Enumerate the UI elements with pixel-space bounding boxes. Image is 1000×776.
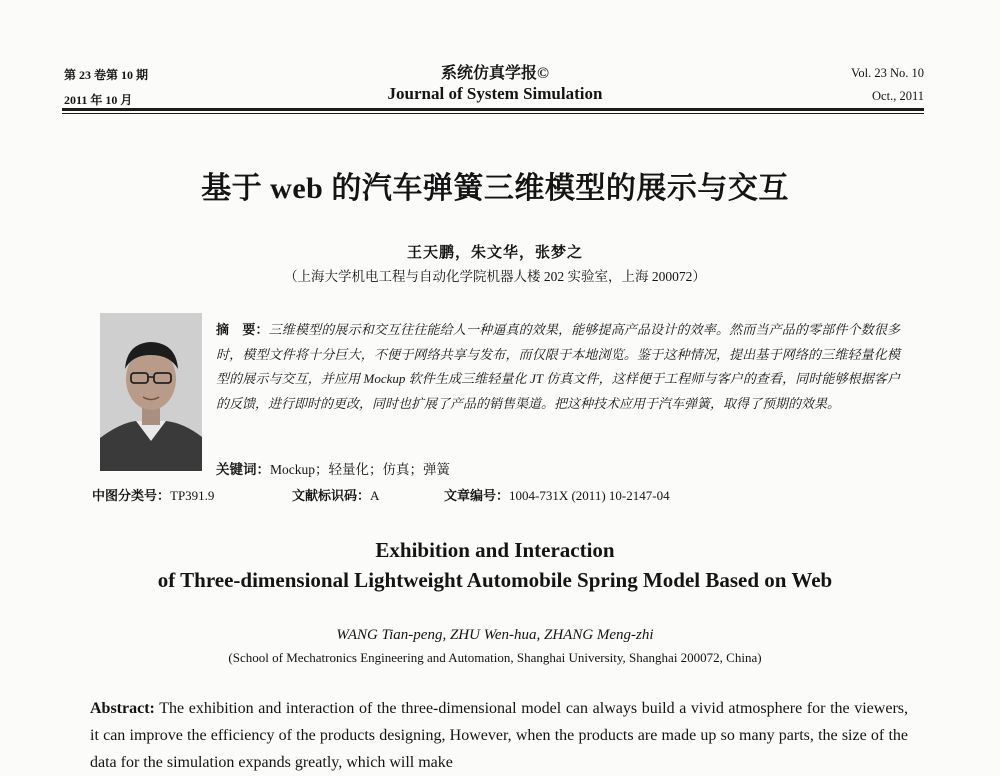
clc-label: 中图分类号：: [92, 488, 171, 503]
keywords-zh: [216, 458, 450, 478]
journal-name-en: Journal of System Simulation: [387, 84, 603, 103]
author-portrait-icon: [100, 313, 202, 471]
doc-label: 文献标识码：: [292, 488, 371, 503]
paper-title-en-line2: of Three-dimensional Lightweight Automobile Spring Model Based on Web: [157, 568, 833, 592]
abstract-en: [90, 695, 908, 776]
paper-title-zh: 基于 web 的汽车弹簧三维模型的展示与交互: [201, 172, 789, 205]
article-number: [444, 485, 670, 504]
author-photo: [100, 313, 202, 471]
abstract-zh-label: 摘 要：: [216, 322, 269, 337]
abstract-en-text: The exhibition and interaction of the three-dimensional model can always build a vivid atmosphere for the viewers, it can improve the efficiency of the products designing, However, when the products are made up so many parts, the size of the data for the simulation expands greatly, which will make: [90, 700, 908, 771]
clc-value: TP391.9: [170, 488, 215, 503]
affiliation-zh: （上海大学机电工程与自动化学院机器人楼 202 实验室，上海 200072）: [284, 269, 706, 284]
keywords-zh-label: 关键词：: [216, 462, 270, 477]
article-label: 文章编号：: [444, 488, 510, 503]
abstract-zh: [216, 318, 900, 416]
authors-en: WANG Tian-peng, ZHU Wen-hua, ZHANG Meng-zhi: [336, 627, 654, 643]
doc-value: A: [370, 488, 380, 503]
authors-zh: 王天鹏，朱文华，张梦之: [406, 245, 583, 261]
journal-name-zh: 系统仿真学报©: [441, 65, 549, 82]
header-rule-thick: [62, 108, 924, 111]
date-en: Oct., 2011: [872, 89, 924, 103]
volume-issue-en: Vol. 23 No. 10: [850, 66, 924, 80]
paper-title-en-line1: Exhibition and Interaction: [375, 538, 615, 562]
article-value: 1004-731X (2011) 10-2147-04: [509, 488, 670, 503]
affiliation-en: (School of Mechatronics Engineering and Automation, Shanghai University, Shanghai 200072, China): [228, 650, 762, 665]
keywords-zh-text: Mockup；轻量化；仿真；弹簧: [270, 462, 450, 477]
date-zh: 2011 年 10 月: [64, 93, 133, 107]
abstract-zh-text: 三维模型的展示和交互往往能给人一种逼真的效果，能够提高产品设计的效率。然而当产品的零部件个数很多时，模型文件将十分巨大，不便于网络共享与发布，而仅限于本地浏览。鉴于这种情况，提出基于网络的三维轻量化模型的展示与交互，并应用 Mockup 软件生成三维轻量化 JT 仿真文件，这样便于工程师与客户的查看，同时能够根据客户的反馈，进行即时的更改，同时也扩展了产品的销售渠道。把这种技术应用于汽车弹簧，取得了预期的效果。: [216, 322, 900, 411]
abstract-en-label: Abstract:: [90, 700, 155, 717]
volume-issue-zh: 第 23 卷第 10 期: [64, 68, 149, 82]
clc-number: [92, 485, 214, 504]
header-rule-thin: [62, 113, 924, 114]
document-code: [292, 485, 379, 504]
